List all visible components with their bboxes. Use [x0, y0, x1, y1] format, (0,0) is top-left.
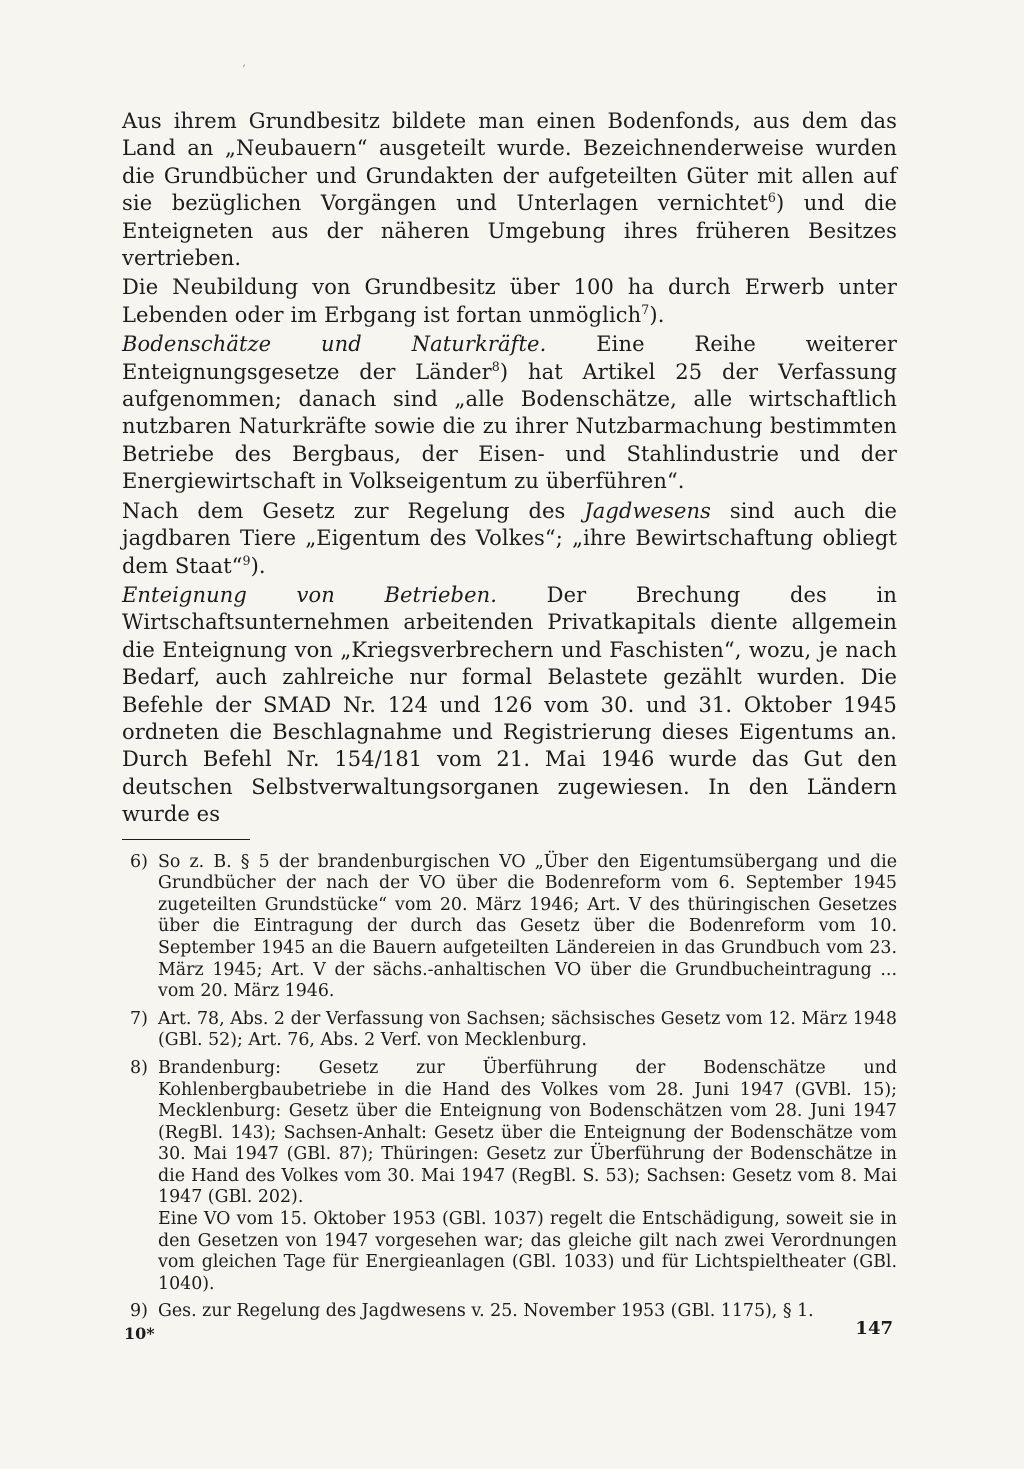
emphasis-jagdwesens: Jagdwesens	[584, 498, 711, 523]
footnote-text: Brandenburg: Gesetz zur Überführung der Bodenschätze und Kohlenbergbaubetriebe in die Hand des Volkes vom 28. Juni 1947 (GVBl. 15); Mecklenburg: Gesetz über die Enteignung von Bodenschätzen vom 28. Juni 1947 (RegBl. 143); Sachsen-Anhalt: Gesetz über die Enteignung der Bodenschätze vom 30. Mai 1947 (GBl. 87); Thüringen: Gesetz zur Überführung der Bodenschätze in die Hand des Volkes vom 30. Mai 1947 (RegBl. S. 53); Sachsen: Gesetz vom 8. Mai 1947 (GBl. 202).	[158, 1057, 897, 1208]
footnotes	[122, 852, 897, 1323]
footnote-6	[122, 852, 897, 1003]
footnote-8	[122, 1058, 897, 1296]
footnote-ref-8[interactable]: 8	[491, 358, 500, 374]
stray-ink-mark: ʼ	[242, 64, 246, 75]
paragraph-enteignung-betriebe: Enteignung von Betrieben. Der Brechung des in Wirtschaftsunternehmen arbeitenden Privatkapitals diente allgemein die Enteignung von „Kriegsverbrechern und Faschisten“, wozu, je nach Bedarf, auch zahlreiche nur formal Belastete gezählt wurden. Die Befehle der SMAD Nr. 124 und 126 vom 30. und 31. Oktober 1945 ordneten die Beschlagnahme und Registrierung dieses Eigentums an. Durch Befehl Nr. 154/181 vom 21. Mai 1946 wurde das Gut den deutschen Selbstverwaltungsorganen zugewiesen. In den Ländern wurde es	[122, 582, 897, 827]
footnote-ref-6[interactable]: 6	[767, 190, 776, 206]
footnote-text: So z. B. § 5 der brandenburgischen VO „Über den Eigentumsübergang und die Grundbücher der nach der VO über die Bodenreform vom 6. September 1945 zugeteilten Grundstücke“ vom 20. März 1946; Art. V des thüringischen Gesetzes über die Eintragung der durch das Gesetz über die Bodenreform vom 10. September 1945 an die Bauern aufgeteilten Ländereien in das Grundbuch vom 23. März 1945; Art. V der sächs.-anhaltischen VO über die Grundbucheintragung ... vom 20. März 1946.	[158, 851, 897, 1002]
paragraph-bodenschaetze: Bodenschätze und Naturkräfte. Eine Reihe weiterer Enteignungsgesetze der Länder$^8$) hat Artikel 25 der Verfassung aufgenommen; danach sind „alle Bodenschätze, alle wirtschaftlich nutzbaren Naturkräfte sowie die zu ihrer Nutzbarmachung bestimmten Betriebe des Bergbaus, der Eisen- und Stahlindustrie und der Energiewirtschaft in Volkseigentum zu überführen“.	[122, 332, 897, 494]
footnote-7	[122, 1009, 897, 1052]
footnote-divider	[122, 839, 250, 840]
page-content	[122, 108, 897, 1329]
footnote-9	[122, 1301, 897, 1323]
section-heading-enteignung: Enteignung von Betrieben.	[122, 582, 498, 607]
footnote-marker: 7)	[130, 1008, 148, 1029]
signature-mark: 10*	[124, 1324, 155, 1343]
paragraph-neubildung: Die Neubildung von Grundbesitz über 100 ha durch Erwerb unter Lebenden oder im Erbgang ist fortan unmöglich$^7$).	[122, 275, 897, 327]
paragraph-landreform: Aus ihrem Grundbesitz bildete man einen Bodenfonds, aus dem das Land an „Neubauern“ ausgeteilt wurde. Bezeichnenderweise wurden die Grundbücher und Grundakten der aufgeteilten Güter mit allen auf sie bezüglichen Vorgängen und Unterlagen vernichtet$^6$) und die Enteigneten aus der näheren Umgebung ihres früheren Besitzes vertrieben.	[122, 109, 897, 271]
section-heading-bodenschaetze: Bodenschätze und Naturkräfte.	[122, 332, 547, 357]
footnote-text: Ges. zur Regelung des Jagdwesens v. 25. November 1953 (GBl. 1175), § 1.	[158, 1301, 814, 1322]
footnote-marker: 8)	[130, 1057, 148, 1078]
page-number: 147	[855, 1318, 893, 1339]
footnote-text: Art. 78, Abs. 2 der Verfassung von Sachsen; sächsisches Gesetz vom 12. März 1948 (GBl. 52); Art. 76, Abs. 2 Verf. von Mecklenburg.	[158, 1008, 897, 1051]
footnote-marker: 6)	[130, 851, 148, 872]
footnote-ref-7[interactable]: 7	[641, 301, 650, 317]
footnote-text-continued: Eine VO vom 15. Oktober 1953 (GBl. 1037) regelt die Entschädigung, soweit sie in den Gesetzen von 1947 vorgesehen war; das gleiche gilt nach zwei Verordnungen vom gleichen Tage für Energieanlagen (GBl. 1033) und für Lichtspieltheater (GBl. 1040).	[158, 1209, 897, 1294]
main-text	[122, 108, 897, 829]
footnote-ref-9[interactable]: 9	[242, 552, 251, 568]
footnote-marker: 9)	[130, 1301, 148, 1322]
paragraph-jagdwesen: Nach dem Gesetz zur Regelung des Jagdwesens sind auch die jagdbaren Tiere „Eigentum des Volkes“; „ihre Bewirtschaftung obliegt dem Staat“$^9$).	[122, 498, 897, 578]
